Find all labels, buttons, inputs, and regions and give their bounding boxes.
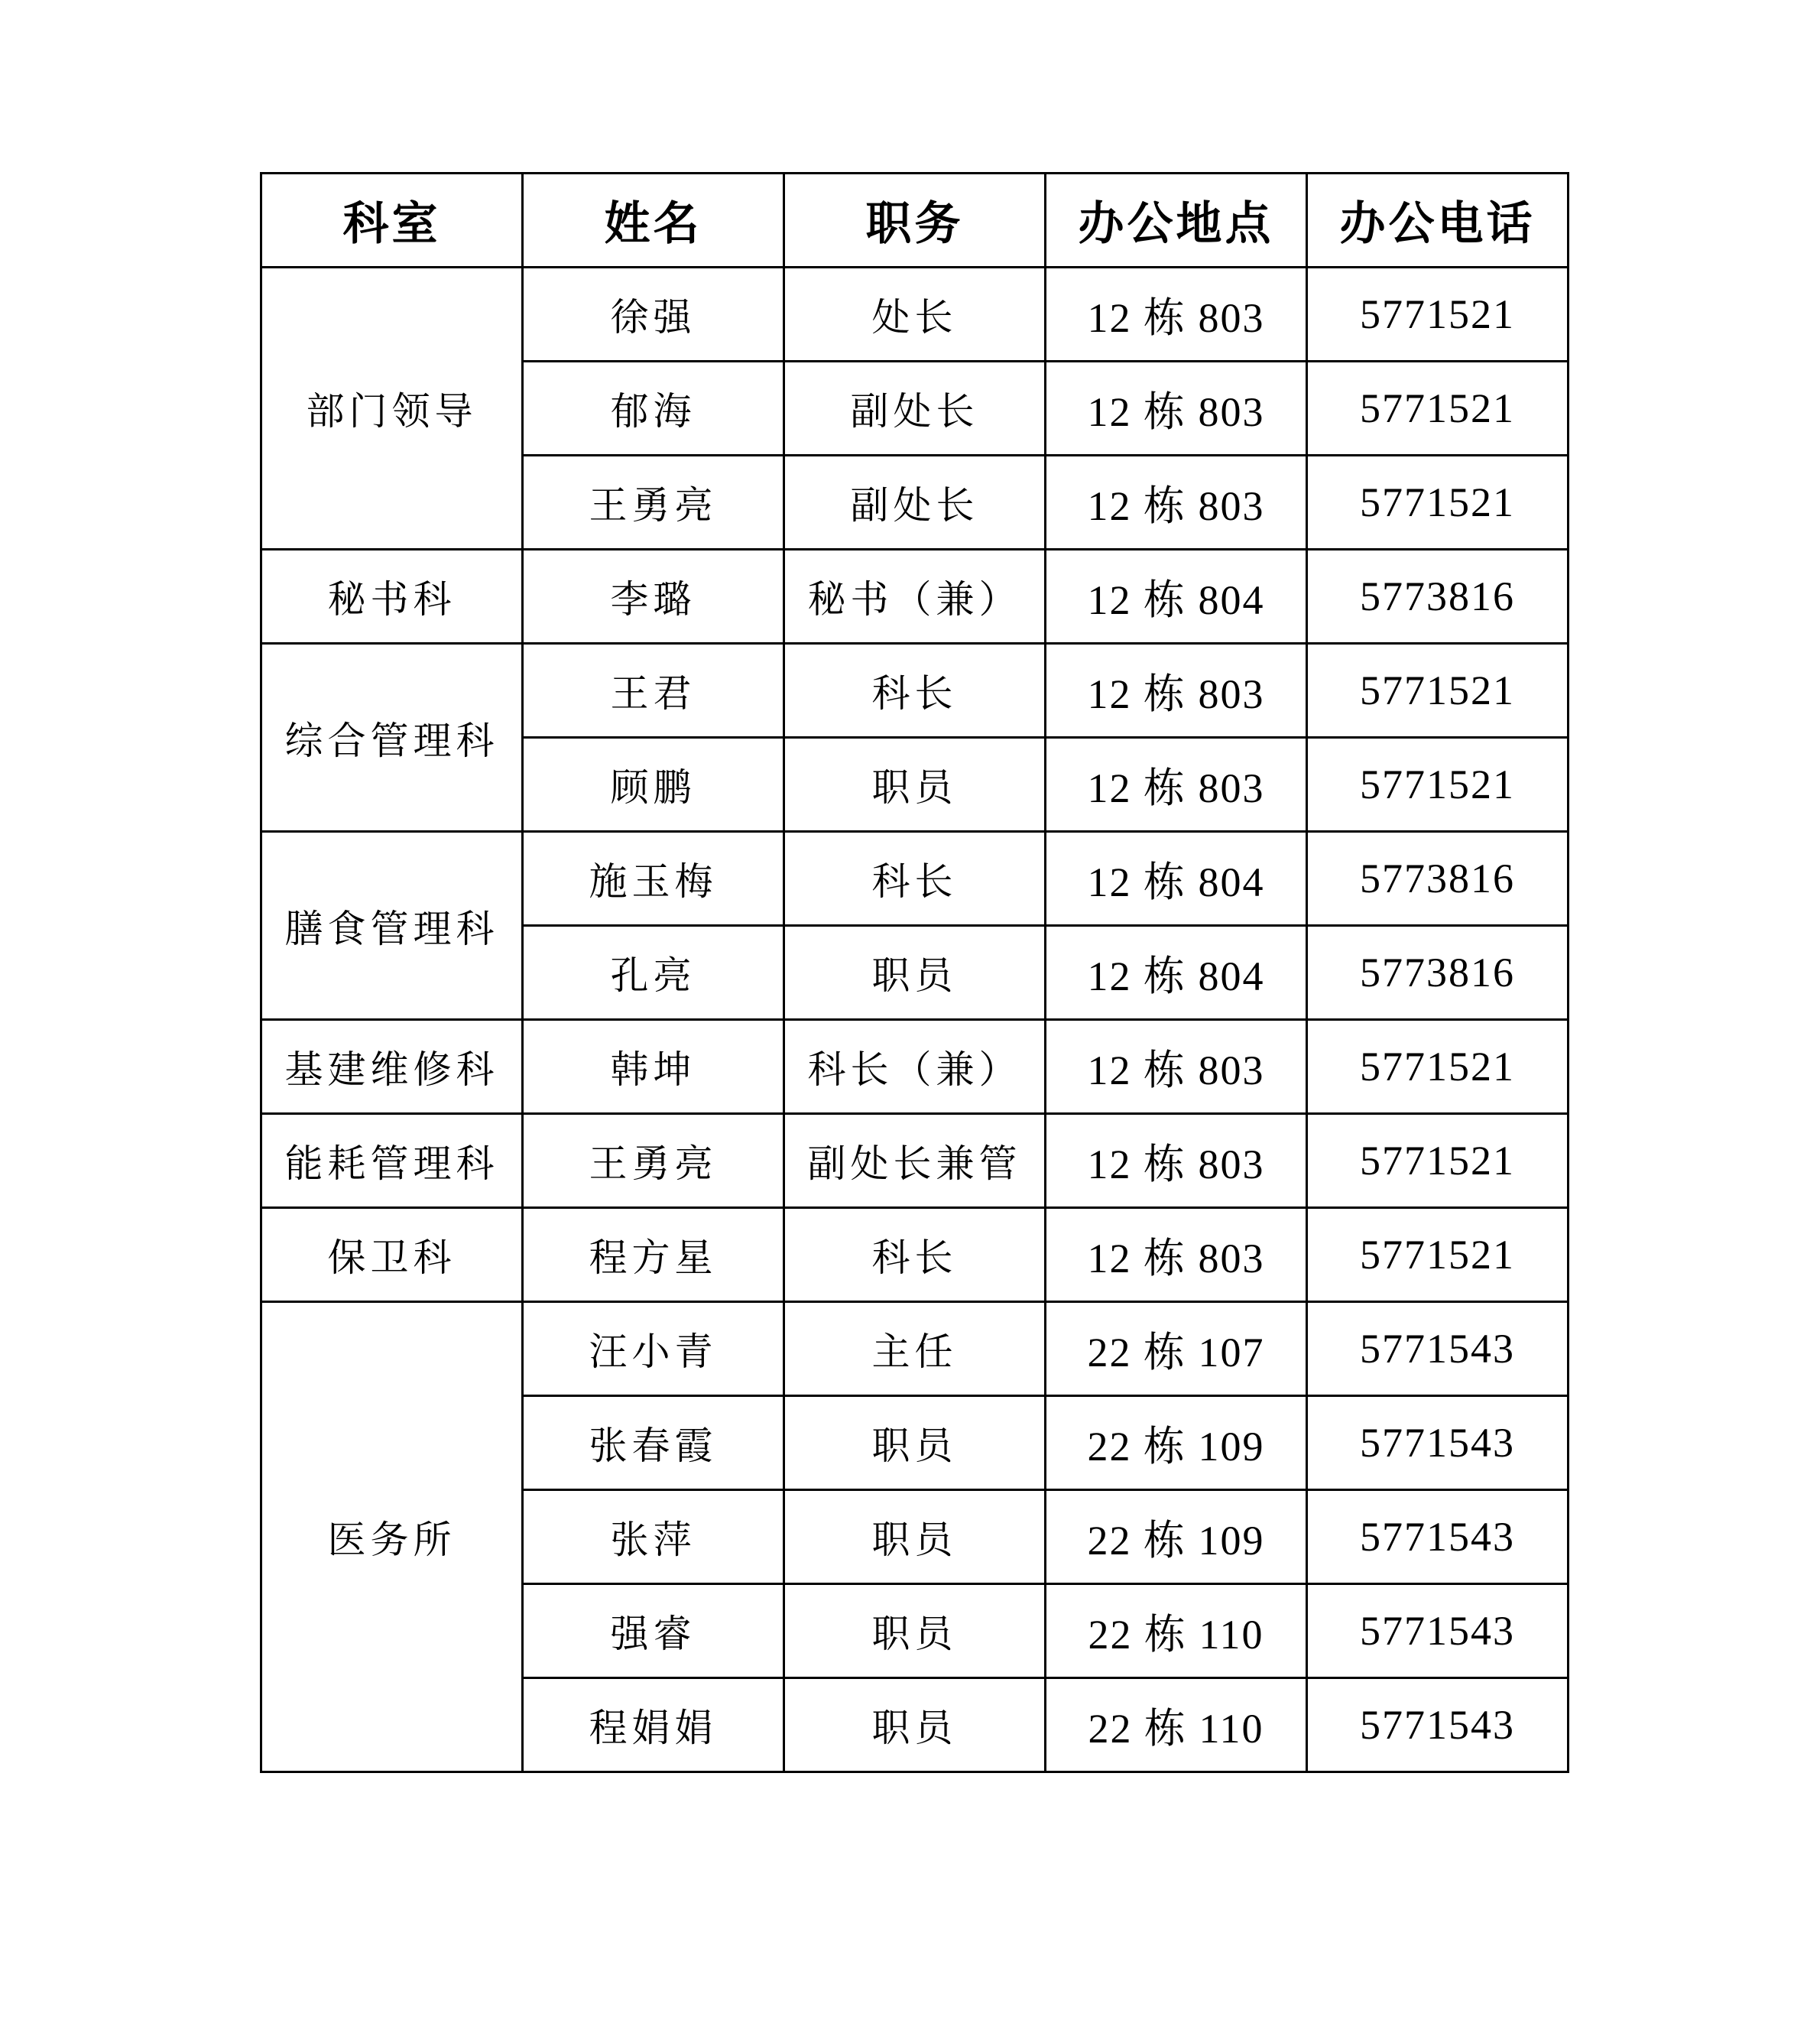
- name-cell: 强睿: [523, 1584, 784, 1678]
- title-cell: 科长: [784, 644, 1046, 738]
- table-row: [261, 1302, 1569, 1396]
- table-row: [261, 268, 1569, 362]
- phone-cell: 5771521: [1307, 456, 1569, 550]
- dept-cell: 能耗管理科: [261, 1114, 523, 1208]
- name-cell: 施玉梅: [523, 832, 784, 926]
- name-cell: 汪小青: [523, 1302, 784, 1396]
- location-cell: 22 栋 109: [1046, 1396, 1307, 1490]
- location-cell: 12 栋 804: [1046, 832, 1307, 926]
- title-cell: 秘书（兼）: [784, 550, 1046, 644]
- name-cell: 孔亮: [523, 926, 784, 1020]
- dept-cell: 医务所: [261, 1302, 523, 1772]
- phone-cell: 5773816: [1307, 926, 1569, 1020]
- header-row: [261, 174, 1569, 268]
- header-dept: 科室: [261, 174, 523, 268]
- name-cell: 王勇亮: [523, 456, 784, 550]
- dept-cell: 秘书科: [261, 550, 523, 644]
- location-cell: 12 栋 803: [1046, 1020, 1307, 1114]
- phone-cell: 5771521: [1307, 644, 1569, 738]
- phone-cell: 5773816: [1307, 550, 1569, 644]
- dept-cell: 膳食管理科: [261, 832, 523, 1020]
- location-cell: 12 栋 804: [1046, 550, 1307, 644]
- location-cell: 22 栋 107: [1046, 1302, 1307, 1396]
- title-cell: 科长（兼）: [784, 1020, 1046, 1114]
- table-row: [261, 832, 1569, 926]
- title-cell: 职员: [784, 1584, 1046, 1678]
- name-cell: 徐强: [523, 268, 784, 362]
- header-phone: 办公电话: [1307, 174, 1569, 268]
- location-cell: 22 栋 109: [1046, 1490, 1307, 1584]
- table-body: [261, 268, 1569, 1772]
- dept-cell: 基建维修科: [261, 1020, 523, 1114]
- title-cell: 职员: [784, 1490, 1046, 1584]
- location-cell: 12 栋 803: [1046, 362, 1307, 456]
- header-title: 职务: [784, 174, 1046, 268]
- name-cell: 郁海: [523, 362, 784, 456]
- title-cell: 职员: [784, 1396, 1046, 1490]
- name-cell: 程方星: [523, 1208, 784, 1302]
- title-cell: 处长: [784, 268, 1046, 362]
- title-cell: 科长: [784, 1208, 1046, 1302]
- location-cell: 12 栋 803: [1046, 644, 1307, 738]
- name-cell: 张萍: [523, 1490, 784, 1584]
- phone-cell: 5771521: [1307, 1114, 1569, 1208]
- contact-table: [260, 172, 1569, 1773]
- title-cell: 职员: [784, 738, 1046, 832]
- phone-cell: 5771543: [1307, 1396, 1569, 1490]
- name-cell: 李璐: [523, 550, 784, 644]
- title-cell: 副处长: [784, 456, 1046, 550]
- dept-cell: 综合管理科: [261, 644, 523, 832]
- phone-cell: 5771521: [1307, 738, 1569, 832]
- title-cell: 职员: [784, 1678, 1046, 1772]
- location-cell: 22 栋 110: [1046, 1678, 1307, 1772]
- location-cell: 12 栋 803: [1046, 1114, 1307, 1208]
- name-cell: 王君: [523, 644, 784, 738]
- title-cell: 科长: [784, 832, 1046, 926]
- table-row: [261, 644, 1569, 738]
- table-row: [261, 550, 1569, 644]
- phone-cell: 5773816: [1307, 832, 1569, 926]
- location-cell: 12 栋 803: [1046, 456, 1307, 550]
- location-cell: 22 栋 110: [1046, 1584, 1307, 1678]
- phone-cell: 5771521: [1307, 362, 1569, 456]
- location-cell: 12 栋 803: [1046, 1208, 1307, 1302]
- header-name: 姓名: [523, 174, 784, 268]
- table-header: [261, 174, 1569, 268]
- phone-cell: 5771521: [1307, 268, 1569, 362]
- table-row: [261, 1020, 1569, 1114]
- table-row: [261, 1208, 1569, 1302]
- table-row: [261, 1114, 1569, 1208]
- phone-cell: 5771543: [1307, 1584, 1569, 1678]
- title-cell: 副处长: [784, 362, 1046, 456]
- phone-cell: 5771543: [1307, 1302, 1569, 1396]
- header-location: 办公地点: [1046, 174, 1307, 268]
- title-cell: 副处长兼管: [784, 1114, 1046, 1208]
- dept-cell: 部门领导: [261, 268, 523, 550]
- phone-cell: 5771521: [1307, 1020, 1569, 1114]
- name-cell: 顾鹏: [523, 738, 784, 832]
- name-cell: 张春霞: [523, 1396, 784, 1490]
- phone-cell: 5771543: [1307, 1678, 1569, 1772]
- location-cell: 12 栋 803: [1046, 738, 1307, 832]
- name-cell: 王勇亮: [523, 1114, 784, 1208]
- location-cell: 12 栋 804: [1046, 926, 1307, 1020]
- title-cell: 职员: [784, 926, 1046, 1020]
- title-cell: 主任: [784, 1302, 1046, 1396]
- name-cell: 程娟娟: [523, 1678, 784, 1772]
- location-cell: 12 栋 803: [1046, 268, 1307, 362]
- dept-cell: 保卫科: [261, 1208, 523, 1302]
- phone-cell: 5771543: [1307, 1490, 1569, 1584]
- phone-cell: 5771521: [1307, 1208, 1569, 1302]
- name-cell: 韩坤: [523, 1020, 784, 1114]
